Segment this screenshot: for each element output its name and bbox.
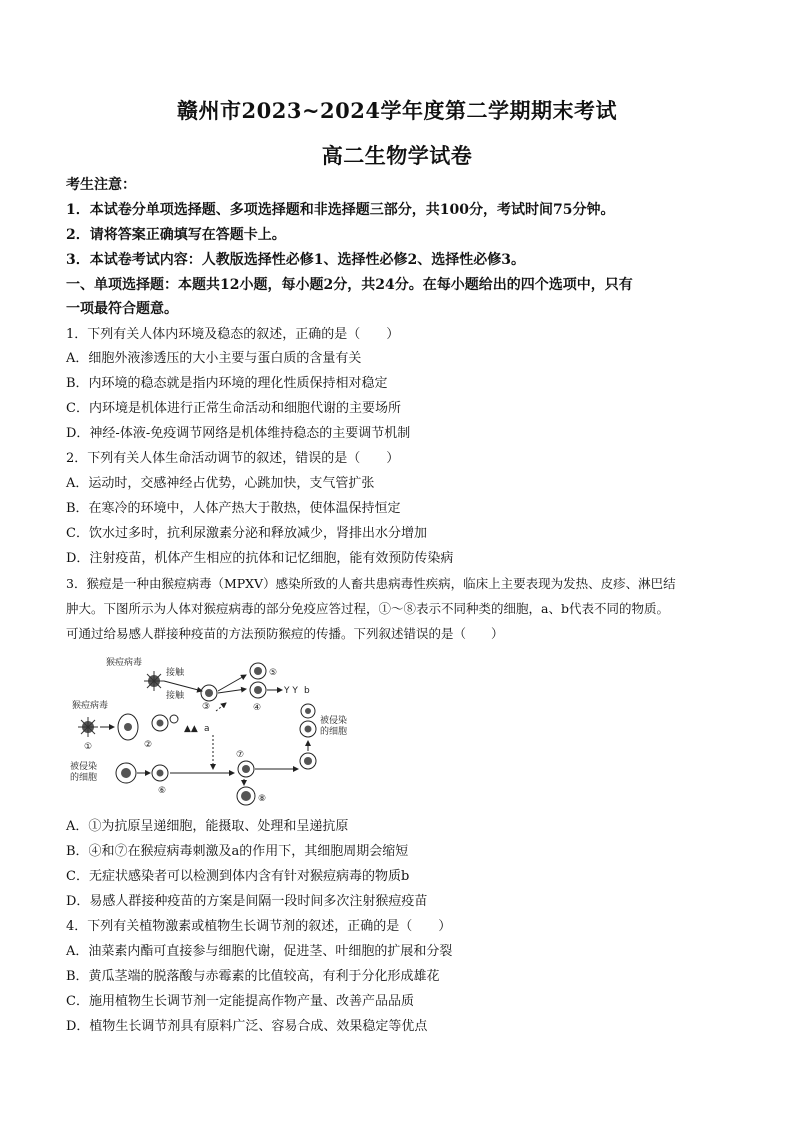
- q1-option-a: A．细胞外液渗透压的大小主要与蛋白质的含量有关: [66, 351, 362, 366]
- substance-b-label: b: [304, 686, 310, 696]
- section1-heading-line1: 一、单项选择题：本题共12小题，每小题2分，共24分。在每小题给出的四个选项中，只有: [66, 277, 633, 293]
- immune-response-diagram: [66, 653, 366, 813]
- q2-option-a: A．运动时，交感神经占优势，心跳加快，支气管扩张: [66, 476, 375, 491]
- notice-item-1: 1．本试卷分单项选择题、多项选择题和非选择题三部分，共100分，考试时间75分钟。: [66, 202, 615, 218]
- cell-7-label: ⑦: [236, 750, 245, 760]
- q1-stem: 1．下列有关人体内环境及稳态的叙述，正确的是（ ）: [66, 327, 400, 342]
- virus-left-icon: [78, 717, 98, 737]
- q2-stem: 2．下列有关人体生命活动调节的叙述，错误的是（ ）: [66, 451, 400, 466]
- cell-2-label: ②: [144, 740, 153, 750]
- cell-7: [238, 761, 254, 777]
- q3-stem-line2: 肿大。下图所示为人体对猴痘病毒的部分免疫应答过程，①～⑧表示不同种类的细胞，a、b代表不同的物质。: [66, 601, 669, 616]
- cell-4: [250, 682, 266, 698]
- q3-option-a: A．①为抗原呈递细胞，能摄取、处理和呈递抗原: [66, 819, 349, 834]
- q4-stem: 4．下列有关植物激素或植物生长调节剂的叙述，正确的是（ ）: [66, 919, 452, 934]
- q2-option-b: B．在寒冷的环境中，人体产热大于散热，使体温保持恒定: [66, 501, 401, 516]
- antibody-icons: Y Y: [284, 686, 298, 696]
- notice-item-2: 2．请将答案正确填写在答题卡上。: [66, 227, 286, 243]
- q1-option-d: D．神经-体液-免疫调节网络是机体维持稳态的主要调节机制: [66, 426, 411, 441]
- q1-option-c: C．内环境是机体进行正常生命活动和细胞代谢的主要场所: [66, 401, 401, 416]
- virus-top-label: 猴痘病毒: [106, 658, 143, 668]
- contact-label-1: 接触: [166, 668, 185, 678]
- cell-3-label: ③: [202, 702, 211, 712]
- infected-right-label-1: 被侵染: [320, 716, 348, 726]
- cell-right-bottom: [300, 753, 316, 769]
- notice-heading: 考生注意：: [66, 177, 136, 193]
- substance-a-dots: ▲▲: [184, 724, 198, 734]
- infected-cell-left: [116, 763, 136, 783]
- q2-option-c: C．饮水过多时，抗利尿激素分泌和释放减少，肾排出水分增加: [66, 526, 427, 541]
- cell-3: [201, 685, 217, 701]
- cell-8-label: ⑧: [258, 794, 267, 804]
- cell-6: [152, 765, 168, 781]
- q3-option-d: D．易感人群接种疫苗的方案是间隔一段时间多次注射猴痘疫苗: [66, 894, 428, 909]
- q2-option-d: D．注射疫苗，机体产生相应的抗体和记忆细胞，能有效预防传染病: [66, 551, 454, 566]
- contact-label-2: 接触: [166, 691, 185, 701]
- cell-2c: [170, 715, 178, 723]
- q3-option-c: C．无症状感染者可以检测到体内含有针对猴痘病毒的物质b: [66, 869, 410, 884]
- q1-option-b: B．内环境的稳态就是指内环境的理化性质保持相对稳定: [66, 376, 388, 391]
- infected-right-label-2: 的细胞: [320, 727, 348, 737]
- cell-1-label: ①: [84, 742, 93, 752]
- cell-2: [118, 714, 138, 740]
- virus-left-label: 猴痘病毒: [72, 701, 109, 711]
- q3-option-b: B．④和⑦在猴痘病毒刺激及a的作用下，其细胞周期会缩短: [66, 844, 409, 859]
- q4-option-a: A．油菜素内酯可直接参与细胞代谢，促进茎、叶细胞的扩展和分裂: [66, 944, 453, 959]
- cell-5: [250, 663, 266, 679]
- q4-option-b: B．黄瓜茎端的脱落酸与赤霉素的比值较高，有利于分化形成雄花: [66, 969, 440, 984]
- infected-left-label-1: 被侵染: [70, 762, 98, 772]
- substance-a-label: a: [204, 724, 210, 734]
- notice-item-3: 3．本试卷考试内容：人教版选择性必修1、选择性必修2、选择性必修3。: [66, 252, 525, 268]
- q3-stem-line3: 可通过给易感人群接种疫苗的方法预防猴痘的传播。下列叙述错误的是（ ）: [66, 626, 504, 641]
- cell-2b: [152, 715, 168, 731]
- infected-cell-right: [300, 721, 316, 737]
- exam-title: 赣州市2023~2024学年度第二学期期末考试: [177, 98, 617, 123]
- cell-8: [237, 787, 255, 805]
- cell-right-top: [301, 704, 315, 718]
- exam-subtitle: 高二生物学试卷: [321, 143, 473, 168]
- q3-stem-line1: 3．猴痘是一种由猴痘病毒（MPXV）感染所致的人畜共患病毒性疾病，临床上主要表现为发热、皮疹、淋巴结: [66, 576, 676, 591]
- infected-left-label-2: 的细胞: [70, 773, 98, 783]
- q4-option-c: C．施用植物生长调节剂一定能提高作物产量、改善产品品质: [66, 994, 414, 1009]
- q4-option-d: D．植物生长调节剂具有原料广泛、容易合成、效果稳定等优点: [66, 1019, 428, 1034]
- cell-5-label: ⑤: [269, 668, 278, 678]
- cell-4-label: ④: [253, 703, 262, 713]
- section1-heading-line2: 一项最符合题意。: [66, 301, 178, 317]
- virus-top-icon: [144, 671, 164, 691]
- cell-6-label: ⑥: [158, 786, 167, 796]
